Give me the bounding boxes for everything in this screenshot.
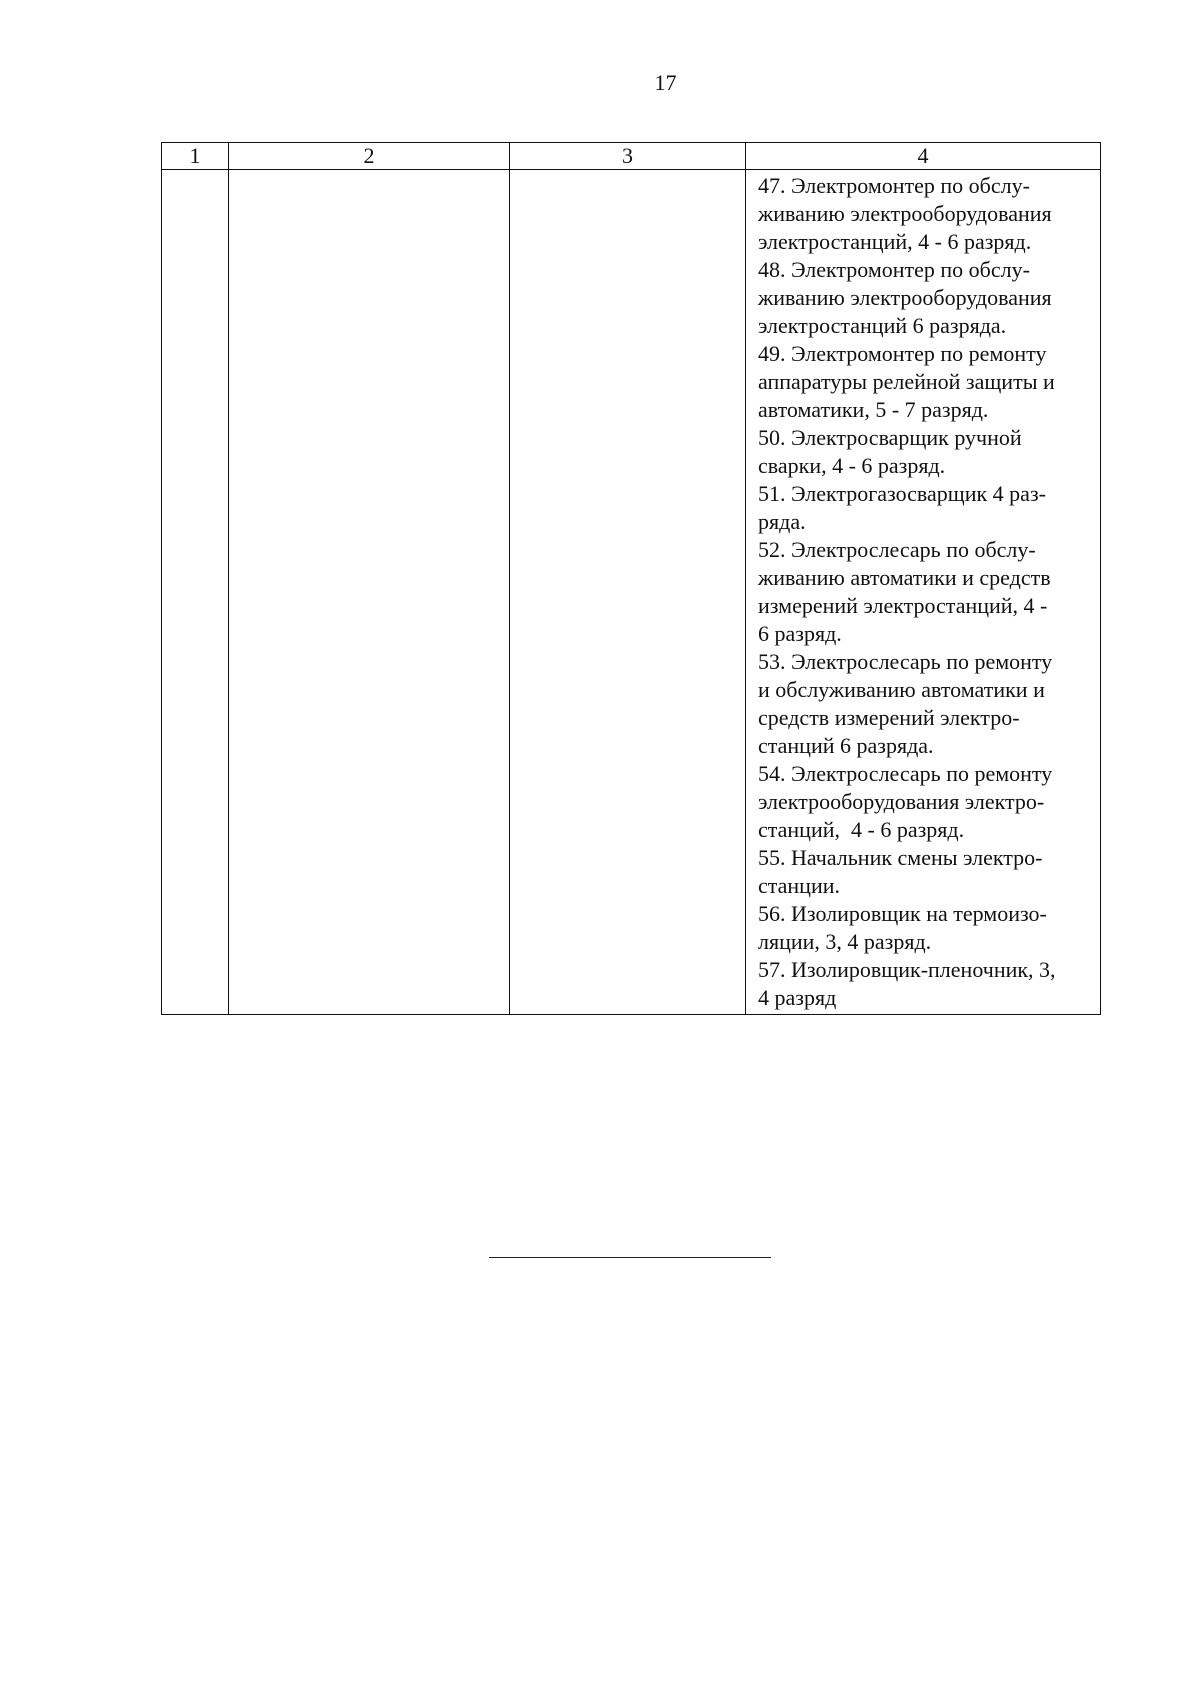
list-item-line: ляции, 3, 4 разряд.	[758, 929, 932, 954]
list-item-line: 52. Электрослесарь по обслу-	[758, 537, 1036, 562]
list-item-line: живанию электрооборудования	[758, 201, 1052, 226]
list-item	[758, 844, 1090, 900]
list-item-line: электростанций, 4 - 6 разряд.	[758, 229, 1032, 254]
column-header-2: 2	[229, 143, 510, 170]
end-of-document-rule	[489, 1257, 771, 1258]
list-item-line: станций 6 разряда.	[758, 733, 934, 758]
list-item-line: 53. Электрослесарь по ремонту	[758, 649, 1053, 674]
list-item-line: 51. Электрогазосварщик 4 раз-	[758, 481, 1046, 506]
list-item	[758, 956, 1090, 1012]
list-item	[758, 480, 1090, 536]
list-item-line: и обслуживанию автоматики и	[758, 677, 1045, 702]
list-item-line: 48. Электромонтер по обслу-	[758, 257, 1030, 282]
list-item-line: 47. Электромонтер по обслу-	[758, 173, 1030, 198]
list-item-line: живанию электрооборудования	[758, 285, 1052, 310]
list-item	[758, 536, 1090, 648]
list-item	[758, 648, 1090, 760]
list-item-line: средств измерений электро-	[758, 705, 1020, 730]
list-item-line: станции.	[758, 873, 841, 898]
list-item	[758, 340, 1090, 424]
column-header-1: 1	[162, 143, 229, 170]
list-item-line: 49. Электромонтер по ремонту	[758, 341, 1047, 366]
list-item	[758, 900, 1090, 956]
table-cell-column-2	[229, 170, 510, 1015]
table-cell-column-1	[162, 170, 229, 1015]
table-header-row	[162, 143, 1101, 170]
list-item-line: автоматики, 5 - 7 разряд.	[758, 397, 989, 422]
list-item-line: 6 разряд.	[758, 621, 842, 646]
table-row	[162, 170, 1101, 1015]
list-item	[758, 256, 1090, 340]
list-item-line: 4 разряд	[758, 985, 837, 1010]
list-item-line: ряда.	[758, 509, 806, 534]
profession-list	[746, 170, 1100, 1014]
list-item	[758, 760, 1090, 844]
column-header-4: 4	[746, 143, 1101, 170]
list-item-line: 50. Электросварщик ручной	[758, 425, 1022, 450]
professions-table	[161, 142, 1101, 1015]
table-cell-column-3	[510, 170, 746, 1015]
list-item	[758, 424, 1090, 480]
column-header-3: 3	[510, 143, 746, 170]
list-item-line: электростанций 6 разряда.	[758, 313, 1007, 338]
list-item-line: живанию автоматики и средств	[758, 565, 1051, 590]
list-item-line: аппаратуры релейной защиты и	[758, 369, 1055, 394]
list-item-line: 55. Начальник смены электро-	[758, 845, 1043, 870]
list-item-line: сварки, 4 - 6 разряд.	[758, 453, 946, 478]
list-item-line: 56. Изолировщик на термоизо-	[758, 901, 1047, 926]
list-item-line: электрооборудования электро-	[758, 789, 1045, 814]
list-item	[758, 172, 1090, 256]
list-item-line: измерений электростанций, 4 -	[758, 593, 1048, 618]
list-item-line: 54. Электрослесарь по ремонту	[758, 761, 1053, 786]
list-item-line: 57. Изолировщик-пленочник, 3,	[758, 957, 1056, 982]
list-item-line: станций, 4 - 6 разряд.	[758, 817, 965, 842]
page-number: 17	[654, 70, 677, 95]
table-cell-column-4	[746, 170, 1101, 1015]
